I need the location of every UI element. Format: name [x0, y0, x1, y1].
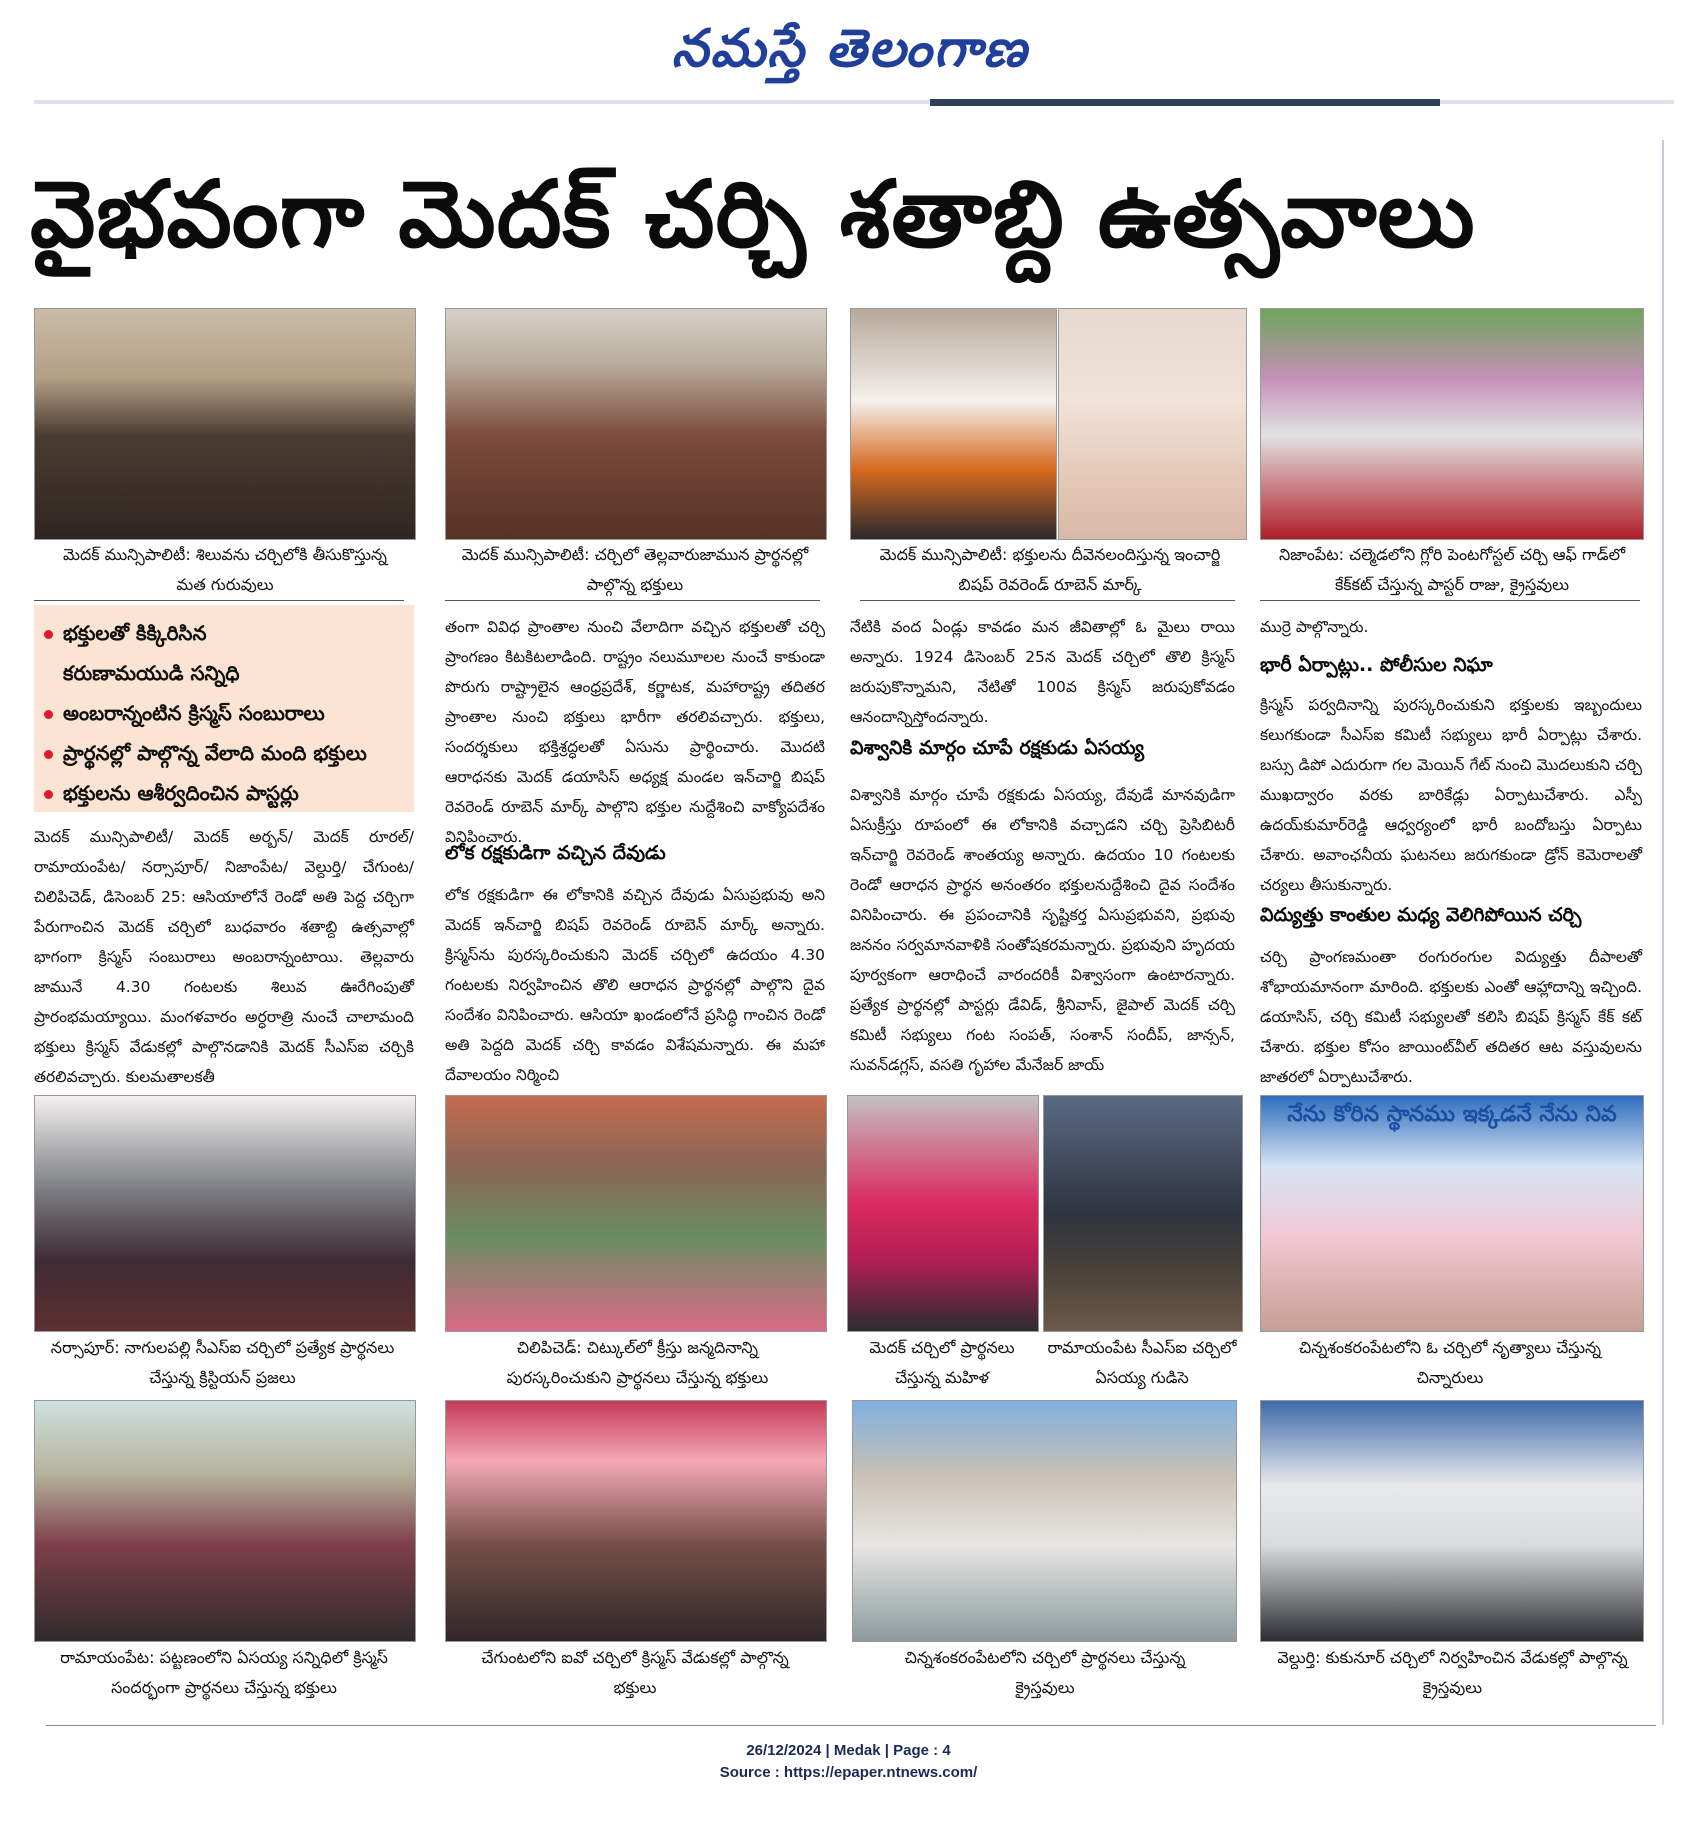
article-column-4a: ముర్రె పాల్గొన్నారు.: [1260, 618, 1369, 636]
article-column-4c: చర్చి ప్రాంగణమంతా రంగురంగుల విద్యుత్తు దీపాలతో శోభాయమానంగా మారింది. భక్తులకు ఎంతో ఆహ్లాదాన్ని ఇచ్చింది. డయాసిస్, చర్చి కమిటీ సభ్యులతో కలిసి బిషప్ క్రిస్మస్ కేక్ కట్ చేశారు. భక్తుల కోసం జాయింట్‌వీల్ తదితర ఆట వస్తువులను జాతరలో ఏర్పాటుచేశారు.: [1260, 948, 1642, 1086]
article-column-3a: నేటికి వంద ఏండ్లు కావడం మన జీవితాల్లో ఓ మైలు రాయి అన్నారు. 1924 డిసెంబర్ 25న మెదక్ చర్చిలో తొలి క్రిస్మస్ జరుపుకొన్నామని, నేటితో 100వ క్రిస్మస్ జరుపుకోవడం ఆనందాన్నిస్తోందన్నారు.: [850, 618, 1235, 726]
bullet-icon: [44, 710, 53, 719]
photo-dawn-prayer: [445, 308, 827, 540]
photo-kneeling-prayer: [852, 1400, 1237, 1642]
article-column-3b: విశ్వానికి మార్గం చూపే రక్షకుడు ఏసయ్య, దేవుడే మానవుడిగా ఏసుక్రీస్తు రూపంలో ఈ లోకానికి వచ్చాడని చర్చి ప్రెసిబిటరీ ఇన్‌చార్జి రెవరెండ్ శాంతయ్య అన్నారు. ఉదయం 10 గంటలకు రెండో ఆరాధన ప్రార్థన అనంతరం భక్తులనుద్దేశించి దైవ సందేశం వినిపించారు. ఈ ప్రపంచానికి సృష్టికర్త ఏసుప్రభువని, ప్రభువు జననం సర్వమానవాళికి సంతోషకరమన్నారు. ప్రభువుని హృదయ పూర్వకంగా ఆరాధించే వారందరికీ విశ్వాసంగా ఉంటారన్నారు. ప్రత్యేక ప్రార్థనల్లో పాస్టర్లు డేవిడ్, శ్రీనివాస్, జైపాల్ మెదక్ చర్చి కమిటీ సభ్యులు గంట సంపత్, సంశాన్ సందీప్, జాన్సన్, సువన్‌డగ్లస్, వసతి గృహాల మేనేజర్ జాయ్: [850, 786, 1235, 1074]
footer-source-link[interactable]: Source : https://epaper.ntnews.com/: [719, 1764, 978, 1781]
subheading-4a: భారీ ఏర్పాట్లు.. పోలీసుల నిఘా: [1260, 654, 1493, 676]
caption-top-2: మెదక్ మున్సిపాలిటీ: చర్చిలో తెల్లవారుజామున ప్రార్థనల్లో పాల్గొన్న భక్తులు: [461, 545, 809, 594]
photo-narsapur-church: [34, 1095, 416, 1332]
subheading-2: లోక రక్షకుడిగా వచ్చిన దేవుడు: [445, 842, 666, 864]
caption-divider: [34, 600, 404, 601]
article-column-2a: తంగా వివిధ ప్రాంతాల నుంచి వేలాదిగా వచ్చిన భక్తులతో చర్చి ప్రాంగణం కిటకిటలాడింది. రాష్ట్రం నలుమూలల నుంచే కాకుండా పొరుగు రాష్ట్రాలైన ఆంధ్రప్రదేశ్, కర్ణాటక, మహారాష్ట్ర తదితర ప్రాంతాల నుంచి భక్తులు భారీగా తరలివచ్చారు. భక్తులు, సందర్శకులు భక్తిశ్రద్ధలతో ఏసును ప్రార్థించారు. మొదటి ఆరాధనకు మెదక్ డయాసిస్ అధ్యక్ష మండల ఇన్‌చార్జి బిషప్ రెవరెండ్ రూబెన్ మార్క్ పాల్గొని భక్తుల నుద్దేశించి వాక్యోపదేశం వినిపించారు.: [445, 618, 825, 846]
photo-nativity-hut: [1043, 1095, 1243, 1332]
page-footer: [0, 1740, 1697, 1784]
newspaper-logo: నమస్తే తెలంగాణ: [671, 18, 1029, 79]
subheading-4b: విద్యుత్తు కాంతుల మధ్య వెలిగిపోయిన చర్చి: [1260, 904, 1582, 926]
highlight-item: అంబరాన్నంటిన క్రిస్మస్ సంబురాలు: [44, 693, 404, 733]
caption-mid-1: నర్సాపూర్: నాగులపల్లి సీఎస్ఐ చర్చిలో ప్రత్యేక ప్రార్థనలు చేస్తున్న క్రిస్టియన్ ప్రజలు: [50, 1338, 395, 1387]
photo-bishop-blessing: [850, 308, 1057, 540]
photo-chilipiched-prayer: [445, 1095, 827, 1332]
subheading-3: విశ్వానికి మార్గం చూపే రక్షకుడు ఏసయ్య: [850, 737, 1145, 759]
footer-date-page: 26/12/2024 | Medak | Page : 4: [746, 1742, 951, 1759]
highlight-item: భక్తులను ఆశీర్వదించిన పాస్టర్లు: [44, 773, 404, 813]
caption-bottom-3: చిన్నశంకరంపేటలోని చర్చిలో ప్రార్థనలు చేస్తున్న క్రైస్తవులు: [904, 1648, 1186, 1697]
caption-bottom-2: చేగుంటలోని ఐవో చర్చిలో క్రిస్మస్ వేడుకల్లో పాల్గొన్న భక్తులు: [481, 1648, 789, 1697]
article-column-2b: లోక రక్షకుడిగా ఈ లోకానికి వచ్చిన దేవుడు ఏసుప్రభువు అని మెదక్ ఇన్‌చార్జి బిషప్ రెవరెండ్ రూబెన్ మార్క్ అన్నారు. క్రిస్మస్‌ను పురస్కరించుకుని మెదక్ చర్చిలో ఉదయం 4.30 గంటలకు నిర్వహించిన తొలి ఆరాధన ప్రార్థనల్లో పాల్గొని దైవ సందేశం వినిపించారు. ఆసియా ఖండంలోనే ప్రసిద్ధి గాంచిన రెండో అతి పెద్దది మెదక్ చర్చి కావడం విశేషమన్నారు. ఈ మహా దేవాలయం నిర్మించి: [445, 886, 825, 1084]
article-column-1: మెదక్ మున్సిపాలిటీ/ మెదక్ అర్బన్/ మెదక్ రూరల్/ రామాయంపేట/ నర్సాపూర్/ నిజాంపేట/ వెల్దుర్తి/ చేగుంట/చిలిపిచెడ్, డిసెంబర్ 25: ఆసియాలోనే రెండో అతి పెద్ద చర్చిగా పేరుగాంచిన మెదక్ చర్చిలో బుధవారం శతాబ్ది ఉత్సవాల్లో భాగంగా క్రిస్మస్ సంబురాలు అంబరాన్నంటాయి. తెల్లవారు జామునే 4.30 గంటలకు శిలువ ఊరేగింపుతో ప్రారంభమయ్యాయి. మంగళవారం అర్ధరాత్రి నుంచే చాలామంది భక్తులు క్రిస్మస్ వేడుకల్లో పాల్గొనడానికి మెదక్ సీఎస్ఐ చర్చికి తరలివచ్చారు. కులమతాలకతీ: [34, 828, 414, 1086]
photo-ramayampet-prayer: [34, 1400, 416, 1642]
photo-cheguntha-celebration: [445, 1400, 827, 1642]
caption-divider: [445, 600, 820, 601]
page-headline: వైభవంగా మెదక్ చర్చి శతాబ్ది ఉత్సవాలు: [30, 161, 1476, 268]
caption-mid-2: చిలిపిచెడ్: చిట్కుల్‌లో క్రీస్తు జన్మదినాన్ని పురస్కరించుకుని ప్రార్థనలు చేస్తున్న భక్తులు: [506, 1338, 769, 1387]
highlight-item: భక్తులతో కిక్కిరిసిన: [44, 613, 404, 653]
photo-girl-praying: [1058, 308, 1247, 540]
footer-rule: [46, 1725, 1656, 1726]
banner-text: నేను కోరిన స్థానము ఇక్కడనే నేను నివ: [1287, 1102, 1617, 1127]
article-column-4b: క్రిస్మస్ పర్వదినాన్ని పురస్కరించుకుని భక్తులకు ఇబ్బందులు కలుగకుండా సీఎస్ఐ కమిటీ సభ్యులు భారీ ఏర్పాట్లు చేశారు. బస్సు డిపో ఎదురుగా గల మెయిన్ గేట్ నుంచి మొదలుకుని చర్చి ముఖద్వారం వరకు బారికేడ్లు ఏర్పాటుచేశారు. ఎస్పీ ఉదయ్‌కుమార్‌రెడ్డి ఆధ్వర్యంలో భారీ బందోబస్తు ఏర్పాటు చేశారు. అవాంఛనీయ ఘటనలు జరుగకుండా డ్రోన్ కెమెరాలతో చర్యలు తీసుకున్నారు.: [1260, 696, 1642, 894]
bullet-icon: [44, 790, 53, 799]
highlight-item: కరుణామయుడి సన్నిధి: [63, 661, 240, 685]
photo-kukunoor-group: [1260, 1400, 1644, 1642]
caption-mid-5: చిన్నశంకరంపేటలోని ఓ చర్చిలో నృత్యాలు చేస్తున్న చిన్నారులు: [1299, 1338, 1601, 1387]
caption-bottom-1: రామాయంపేట: పట్టణంలోని ఏసయ్య సన్నిధిలో క్రిస్మస్ సందర్భంగా ప్రార్థనలు చేస్తున్న భక్తులు: [60, 1648, 388, 1697]
photo-crucifix-procession: [34, 308, 416, 540]
bullet-icon: [44, 630, 53, 639]
masthead-rule-accent: [930, 99, 1440, 106]
masthead: [0, 0, 1697, 100]
photo-cake-cutting: [1260, 308, 1644, 540]
photo-woman-reading: [847, 1095, 1039, 1332]
highlights-box: [34, 605, 414, 812]
caption-divider: [1260, 600, 1640, 601]
page-side-rule: [1662, 140, 1664, 1725]
bullet-icon: [44, 750, 53, 759]
caption-top-4: నిజాంపేట: చల్మెడలోని గ్లోరి పెంటగోస్టల్ చర్చి ఆఫ్ గాడ్‌లో కేక్‌కట్ చేస్తున్న పాస్టర్ రాజు, క్రైస్తవులు: [1278, 545, 1626, 594]
caption-bottom-4: వెల్దుర్తి: కుకునూర్ చర్చిలో నిర్వహించిన వేడుకల్లో పాల్గొన్న క్రైస్తవులు: [1277, 1648, 1628, 1697]
caption-top-1: మెదక్ మున్సిపాలిటీ: శిలువను చర్చిలోకి తీసుకొస్తున్న మత గురువులు: [63, 545, 387, 594]
caption-divider: [860, 600, 1235, 601]
caption-mid-3: మెదక్ చర్చిలో ప్రార్థనలు చేస్తున్న మహిళ: [869, 1338, 1015, 1387]
caption-top-3: మెదక్ మున్సిపాలిటీ: భక్తులను దీవెనలందిస్తున్న ఇంచార్జి బిషప్ రెవరెండ్ రూబెన్ మార్క్: [879, 545, 1221, 594]
highlight-item: ప్రార్థనల్లో పాల్గొన్న వేలాది మంది భక్తులు: [44, 733, 404, 773]
photo-children-dancing: [1260, 1095, 1644, 1332]
caption-mid-4: రామాయంపేట సీఎస్ఐ చర్చిలో ఏసయ్య గుడిసె: [1047, 1338, 1237, 1387]
